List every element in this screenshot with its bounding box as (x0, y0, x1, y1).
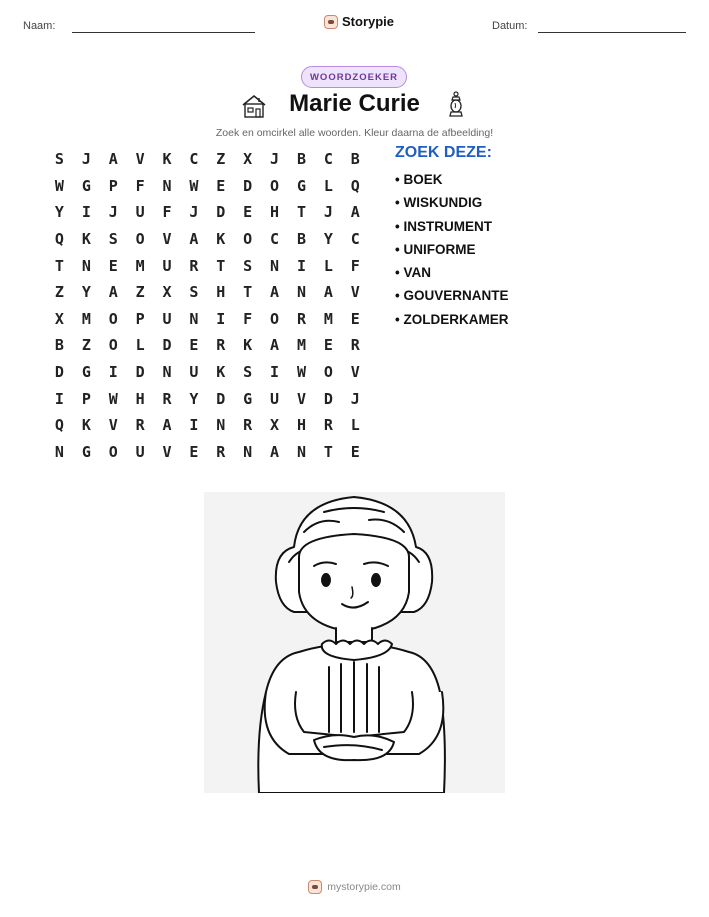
page-title: Marie Curie (289, 90, 420, 117)
grid-cell[interactable]: N (216, 416, 226, 435)
grid-cell[interactable]: A (270, 283, 280, 302)
grid-cell[interactable]: L (323, 176, 333, 195)
brand-logo (324, 14, 394, 29)
grid-cell[interactable]: U (189, 363, 199, 382)
grid-cell[interactable]: N (243, 442, 253, 461)
grid-cell[interactable]: B (54, 336, 64, 355)
grid-cell[interactable]: T (216, 256, 226, 275)
grid-cell[interactable]: C (350, 230, 360, 249)
grid-cell[interactable]: R (350, 336, 360, 355)
grid-cell[interactable]: O (108, 336, 118, 355)
grid-cell[interactable]: V (350, 363, 360, 382)
grid-cell[interactable]: O (243, 230, 253, 249)
grid-cell[interactable]: G (81, 176, 91, 195)
grid-cell[interactable]: K (81, 416, 91, 435)
grid-cell[interactable]: D (243, 176, 253, 195)
grid-cell[interactable]: B (350, 150, 360, 169)
grid-cell[interactable]: I (296, 256, 306, 275)
grid-cell[interactable]: O (108, 309, 118, 328)
grid-cell[interactable]: M (81, 309, 91, 328)
grid-cell[interactable]: W (54, 176, 64, 195)
grid-cell[interactable]: G (296, 176, 306, 195)
grid-cell[interactable]: V (108, 416, 118, 435)
grid-cell[interactable]: P (108, 176, 118, 195)
grid-cell[interactable]: F (135, 176, 145, 195)
grid-cell[interactable]: W (189, 176, 199, 195)
grid-cell[interactable]: A (270, 336, 280, 355)
grid-cell[interactable]: C (323, 150, 333, 169)
grid-cell[interactable]: G (81, 442, 91, 461)
grid-cell[interactable]: J (81, 150, 91, 169)
name-line[interactable] (72, 32, 255, 33)
grid-cell[interactable]: H (216, 283, 226, 302)
house-icon (240, 92, 268, 120)
grid-cell[interactable]: L (350, 416, 360, 435)
grid-cell[interactable]: B (296, 230, 306, 249)
grid-cell[interactable]: Z (135, 283, 145, 302)
storypie-logo-icon (324, 15, 338, 29)
grid-cell[interactable]: X (162, 283, 172, 302)
date-line[interactable] (538, 32, 686, 33)
oil-lamp-icon (442, 90, 470, 118)
grid-cell[interactable]: U (162, 256, 172, 275)
grid-cell[interactable]: J (323, 203, 333, 222)
grid-cell[interactable]: B (296, 150, 306, 169)
grid-cell[interactable]: T (296, 203, 306, 222)
grid-cell[interactable]: R (162, 389, 172, 408)
grid-cell[interactable]: U (270, 389, 280, 408)
grid-cell[interactable]: N (81, 256, 91, 275)
grid-cell[interactable]: E (216, 176, 226, 195)
grid-cell[interactable]: D (162, 336, 172, 355)
grid-cell[interactable]: X (243, 150, 253, 169)
grid-cell[interactable]: X (270, 416, 280, 435)
date-label: Datum: (492, 20, 528, 32)
grid-cell[interactable]: F (243, 309, 253, 328)
grid-cell[interactable]: F (350, 256, 360, 275)
word-list (395, 171, 508, 334)
grid-cell[interactable]: N (189, 309, 199, 328)
grid-cell[interactable]: D (216, 203, 226, 222)
storypie-logo-icon (308, 880, 322, 894)
grid-cell[interactable]: P (81, 389, 91, 408)
grid-cell[interactable]: J (189, 203, 199, 222)
grid-cell[interactable]: H (296, 416, 306, 435)
grid-cell[interactable]: Q (350, 176, 360, 195)
grid-cell[interactable]: K (243, 336, 253, 355)
name-label: Naam: (23, 20, 56, 32)
grid-cell[interactable]: S (243, 256, 253, 275)
marie-curie-coloring-illustration (204, 492, 505, 793)
instructions: Zoek en omcirkel alle woorden. Kleur daarna de afbeelding! (215, 127, 494, 139)
grid-cell[interactable]: D (135, 363, 145, 382)
grid-cell[interactable]: N (296, 442, 306, 461)
grid-cell[interactable]: N (162, 176, 172, 195)
grid-cell[interactable]: R (189, 256, 199, 275)
grid-cell[interactable]: E (189, 336, 199, 355)
grid-cell[interactable]: O (270, 309, 280, 328)
grid-cell[interactable]: L (135, 336, 145, 355)
grid-cell[interactable]: E (350, 309, 360, 328)
grid-cell[interactable]: O (135, 230, 145, 249)
worksheet-type-badge: WOORDZOEKER (301, 66, 407, 88)
grid-cell[interactable]: A (323, 283, 333, 302)
grid-cell[interactable]: D (323, 389, 333, 408)
grid-cell[interactable]: M (323, 309, 333, 328)
grid-cell[interactable]: T (323, 442, 333, 461)
word-list-item: • WISKUNDIG (395, 195, 483, 211)
grid-cell[interactable]: Y (189, 389, 199, 408)
footer-url[interactable]: mystorypie.com (327, 881, 401, 893)
grid-cell[interactable]: E (323, 336, 333, 355)
grid-cell[interactable]: W (108, 389, 118, 408)
grid-cell[interactable]: K (81, 230, 91, 249)
grid-cell[interactable]: Z (216, 150, 226, 169)
grid-cell[interactable]: X (54, 309, 64, 328)
grid-cell[interactable]: R (135, 416, 145, 435)
word-list-item: • GOUVERNANTE (395, 288, 509, 304)
grid-cell[interactable]: T (243, 283, 253, 302)
grid-cell[interactable]: F (162, 203, 172, 222)
brand-name: Storypie (342, 14, 395, 29)
grid-cell[interactable]: U (162, 309, 172, 328)
grid-cell[interactable]: C (270, 230, 280, 249)
grid-cell[interactable]: E (243, 203, 253, 222)
grid-cell[interactable]: R (323, 416, 333, 435)
word-list-item: • BOEK (395, 172, 443, 187)
grid-cell[interactable]: S (54, 150, 64, 169)
grid-cell[interactable]: M (135, 256, 145, 275)
illustration-drawing (204, 492, 505, 793)
grid-cell[interactable]: Y (323, 230, 333, 249)
grid-cell[interactable]: A (108, 150, 118, 169)
grid-cell[interactable]: P (135, 309, 145, 328)
grid-cell[interactable]: K (162, 150, 172, 169)
grid-cell[interactable]: I (81, 203, 91, 222)
grid-cell[interactable]: G (243, 389, 253, 408)
word-list-item: • UNIFORME (395, 241, 476, 257)
footer (0, 880, 709, 894)
grid-cell[interactable]: D (54, 363, 64, 382)
grid-cell[interactable]: Y (54, 203, 64, 222)
grid-cell[interactable]: L (323, 256, 333, 275)
word-list-item: • INSTRUMENT (395, 218, 492, 234)
grid-cell[interactable]: K (216, 363, 226, 382)
grid-cell[interactable]: E (108, 256, 118, 275)
grid-cell[interactable]: Q (54, 230, 64, 249)
grid-cell[interactable]: A (108, 283, 118, 302)
grid-cell[interactable]: V (296, 389, 306, 408)
grid-cell[interactable]: E (350, 442, 360, 461)
grid-cell[interactable]: N (54, 442, 64, 461)
word-list-item: • ZOLDERKAMER (395, 311, 509, 327)
grid-cell[interactable]: N (162, 363, 172, 382)
grid-cell[interactable]: I (108, 363, 118, 382)
grid-cell[interactable]: G (81, 363, 91, 382)
grid-cell[interactable]: R (216, 336, 226, 355)
grid-cell[interactable]: D (216, 389, 226, 408)
grid-cell[interactable]: V (162, 442, 172, 461)
grid-cell[interactable]: A (162, 416, 172, 435)
grid-cell[interactable]: I (189, 416, 199, 435)
grid-cell[interactable]: K (216, 230, 226, 249)
grid-cell[interactable]: A (189, 230, 199, 249)
grid-cell[interactable]: W (296, 363, 306, 382)
grid-cell[interactable]: C (189, 150, 199, 169)
grid-cell[interactable]: Z (81, 336, 91, 355)
grid-cell[interactable]: A (350, 203, 360, 222)
grid-cell[interactable]: I (216, 309, 226, 328)
grid-cell[interactable]: O (270, 176, 280, 195)
grid-cell[interactable]: U (135, 203, 145, 222)
grid-cell[interactable]: V (135, 150, 145, 169)
word-list-item: • VAN (395, 265, 431, 281)
word-search-grid[interactable] (46, 146, 369, 465)
grid-cell[interactable]: S (243, 363, 253, 382)
word-list-heading: ZOEK DEZE: (395, 144, 492, 161)
grid-cell[interactable]: H (135, 389, 145, 408)
grid-cell[interactable]: A (270, 442, 280, 461)
grid-cell[interactable]: N (296, 283, 306, 302)
grid-cell[interactable]: Y (81, 283, 91, 302)
grid-cell[interactable]: R (296, 309, 306, 328)
grid-cell[interactable]: Q (54, 416, 64, 435)
grid-cell[interactable]: V (350, 283, 360, 302)
grid-cell[interactable]: O (108, 442, 118, 461)
grid-cell[interactable]: S (189, 283, 199, 302)
grid-cell[interactable]: U (135, 442, 145, 461)
grid-cell[interactable]: M (296, 336, 306, 355)
grid-cell[interactable]: I (54, 389, 64, 408)
grid-cell[interactable]: S (108, 230, 118, 249)
grid-cell[interactable]: Z (54, 283, 64, 302)
grid-cell[interactable]: O (323, 363, 333, 382)
grid-cell[interactable]: E (189, 442, 199, 461)
grid-cell[interactable]: R (243, 416, 253, 435)
grid-cell[interactable]: T (54, 256, 64, 275)
grid-cell[interactable]: I (270, 363, 280, 382)
grid-cell[interactable]: J (108, 203, 118, 222)
grid-cell[interactable]: J (350, 389, 360, 408)
grid-cell[interactable]: J (270, 150, 280, 169)
grid-cell[interactable]: V (162, 230, 172, 249)
grid-cell[interactable]: H (270, 203, 280, 222)
grid-cell[interactable]: N (270, 256, 280, 275)
grid-cell[interactable]: R (216, 442, 226, 461)
